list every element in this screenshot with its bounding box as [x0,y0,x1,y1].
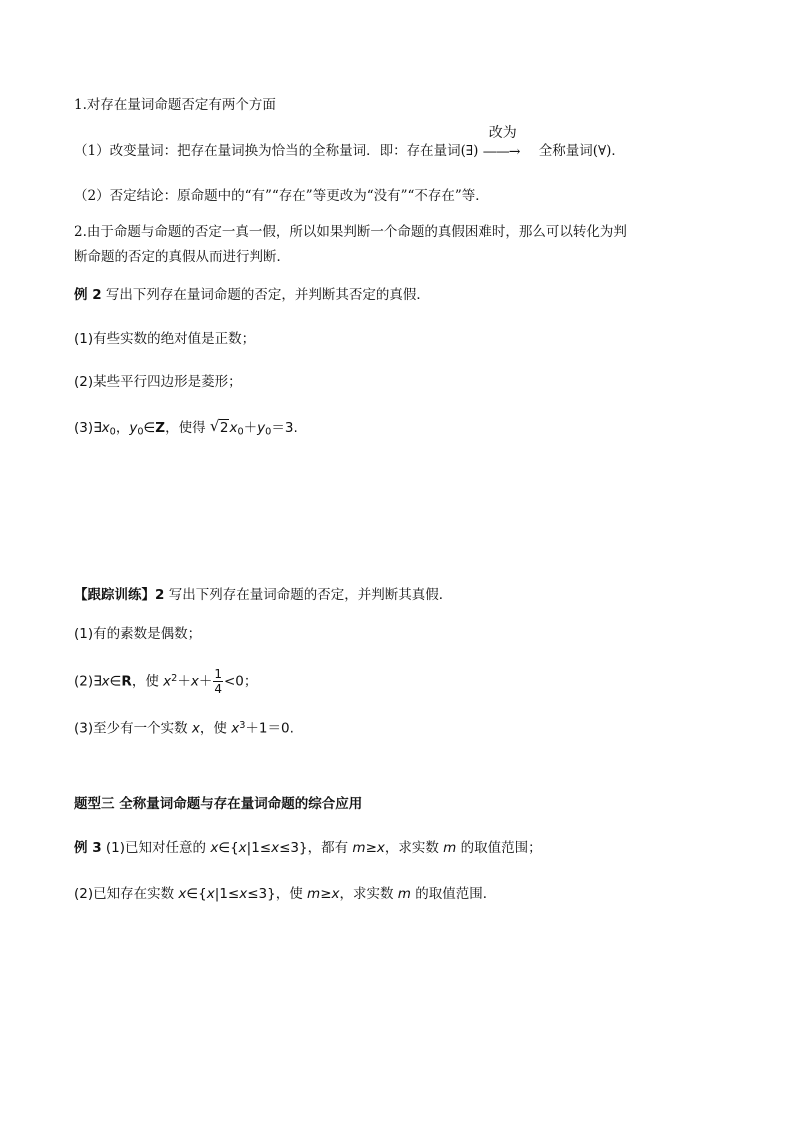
example-3-item-2: (2)已知存在实数 x∈{x|1≤x≤3}，使 m≥x，求实数 m 的取值范围． [74,886,497,902]
paragraph-negate-conclusion: （2）否定结论：原命题中的“有”“存在”等更改为“没有”“不存在”等． [74,188,489,204]
example-2-item-3: $(3)\exists x_0$，$y_0\in Z$，使得 √ $2x_0+y_0=3$. [74,417,298,438]
paragraph-change-quantifier: （1）改变量词：把存在量词换为恰当的全称量词．即：存在量词(∃) 改为 ——→ 全称量词(∀)． [74,125,625,160]
section-heading-type-3: 题型三 全称量词命题与存在量词命题的综合应用 [74,796,363,812]
paragraph-truth-line-2: 断命题的否定的真假从而进行判断． [74,249,290,265]
example-2-item-2: (2)某些平行四边形是菱形； [74,374,242,390]
training-2-item-3: (3)至少有一个实数 x，使 $x^3+1=0$. [74,720,294,737]
training-2-title: 【跟踪训练】2 写出下列存在量词命题的否定，并判断其真假． [74,587,453,603]
section-heading-1: 1.对存在量词命题否定有两个方面 [74,97,276,113]
paragraph-truth-line-1: 2.由于命题与命题的否定一真一假，所以如果判断一个命题的真假困难时，那么可以转化为判 [74,224,627,240]
training-2-item-2: (2)∃x∈R，使 $x^2+x+$ $\frac{1}{4}$ <0； [74,667,258,696]
example-2-title: 例 2 写出下列存在量词命题的否定，并判断其否定的真假． [74,287,430,303]
sqrt-expression: √ 2 [209,417,229,436]
example-2-item-1: (1)有些实数的绝对值是正数； [74,331,256,347]
rewrite-arrow: 改为 ——→ [482,125,520,160]
training-2-item-1: (1)有的素数是偶数； [74,626,202,642]
example-3-item-1: 例 3 (1)已知对任意的 x∈{x|1≤x≤3}，都有 m≥x，求实数 m 的取值范围； [74,840,542,856]
fraction-one-quarter: $\frac{1}{4}$ [214,667,222,696]
